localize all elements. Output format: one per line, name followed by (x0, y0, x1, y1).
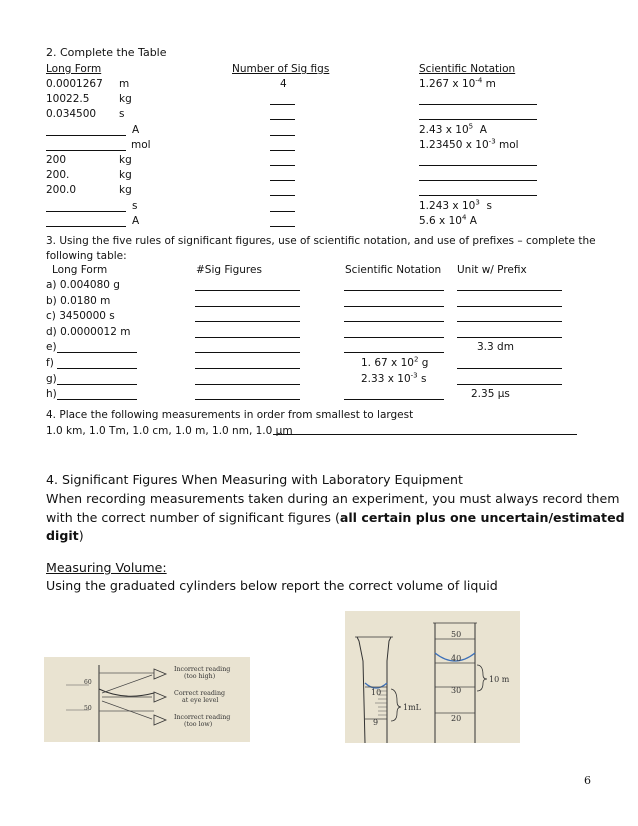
s3-row-6-sci-exponent: -3 (410, 371, 418, 380)
s3-row-0-unit-blank[interactable] (457, 290, 562, 291)
brace-10ml-icon (477, 665, 487, 691)
s2-row-8-sci (419, 200, 492, 212)
s2-row-4-sci (419, 139, 519, 151)
incorrect-high-label-2: (too high) (184, 673, 216, 680)
s2-row-0-sci (419, 78, 496, 90)
c1-label-10: 10 (371, 688, 382, 697)
s2-row-9-sci-base: 5.6 x 10 (419, 214, 462, 227)
s3-row-4-long-blank[interactable] (57, 352, 137, 353)
eye-level-icon (154, 692, 166, 702)
correct-label-1: Correct reading (174, 690, 226, 697)
incorrect-low-label-1: Incorrect reading (174, 714, 231, 721)
s2-row-3-sig-blank[interactable] (270, 135, 295, 136)
s3-row-7-label: h) (46, 388, 57, 401)
s2-row-4-sci-unit: mol (495, 138, 519, 151)
s2-row-8-sci-unit: s (479, 199, 492, 212)
s3-row-2-unit-blank[interactable] (457, 321, 562, 322)
s2-row-7-value: 200.0 (46, 184, 77, 197)
s3-row-5-sig-blank[interactable] (195, 368, 300, 369)
incorrect-high-label-1: Incorrect reading (174, 666, 231, 673)
c1-label-1ml: 1mL (403, 703, 421, 712)
s3-row-5-label: f) (46, 357, 54, 369)
s2-row-9-sci-exponent: 4 (461, 213, 467, 222)
s3-row-6-label: g) (46, 372, 57, 385)
s2-row-4-sig-blank[interactable] (270, 150, 295, 151)
s3-row-3-label: d) 0.0000012 m (46, 325, 131, 338)
s3-row-4-sci-blank[interactable] (344, 352, 444, 353)
s3-row-5-long-blank[interactable] (57, 368, 137, 369)
incorrect-low-label-2: (too low) (184, 721, 213, 728)
s2-row-0-sig: 4 (280, 78, 287, 90)
scale-60-label: 60 (84, 679, 92, 686)
s2-row-6-sci-blank[interactable] (419, 180, 537, 181)
s3-row-6-sci-unit: s (417, 372, 427, 385)
s3-header-unit: Unit w/ Prefix (457, 264, 527, 276)
ordering-list: 1.0 km, 1.0 Tm, 1.0 cm, 1.0 m, 1.0 nm, 1.0 µm (46, 425, 293, 437)
s2-row-2-value: 0.034500 (46, 108, 97, 121)
s2-row-3-sci-exponent: 5 (468, 122, 474, 131)
s3-row-0-sci-blank[interactable] (344, 290, 444, 291)
s2-row-1-value: 10022.5 (46, 93, 90, 106)
measuring-volume-subheading: Measuring Volume: (46, 560, 167, 575)
para3-bold: digit (46, 528, 79, 543)
s2-row-3-unit: A (132, 123, 140, 136)
s3-row-2-sig-blank[interactable] (195, 321, 300, 322)
ordering-instruction: 4. Place the following measurements in order from smallest to largest (46, 409, 414, 421)
header-long-form: Long Form (46, 63, 102, 75)
section2-title: 2. Complete the Table (46, 46, 167, 59)
s2-row-8-sci-exponent: 3 (475, 198, 480, 207)
s3-row-6-sig-blank[interactable] (195, 384, 300, 385)
s2-row-8-sci-base: 1.243 x 10 (419, 199, 476, 212)
c2-label-50: 50 (451, 630, 462, 639)
s2-row-9-sci-unit: A (466, 214, 477, 227)
s3-row-6-long-blank[interactable] (57, 384, 137, 385)
eye-high-icon (154, 669, 166, 679)
header-sig-figs: Number of Sig figs (232, 63, 330, 75)
section3-intro-line2: following table: (46, 250, 127, 262)
s3-row-1-sig-blank[interactable] (195, 306, 300, 307)
correct-label-2: at eye level (182, 697, 219, 704)
s2-row-1-sci-blank[interactable] (419, 104, 537, 105)
c2-label-30: 30 (451, 686, 462, 695)
s2-row-9-sci (419, 215, 477, 227)
s3-row-6-sci-base: 2.33 x 10 (361, 372, 411, 385)
para3-text: ) (78, 528, 84, 543)
para2-text: with the correct number of significant figures ( (46, 510, 340, 525)
s3-row-7-sig-blank[interactable] (195, 399, 300, 400)
s3-row-3-unit-blank[interactable] (457, 337, 562, 338)
section3-intro-line1: 3. Using the five rules of significant figures, use of scientific notation, and use of prefixes – complete the (46, 235, 596, 247)
measuring-volume-instruction: Using the graduated cylinders below report the correct volume of liquid (46, 578, 498, 593)
s2-row-8-unit: s (132, 199, 138, 212)
s2-row-2-sci-blank[interactable] (419, 119, 537, 120)
section4-heading: 4. Significant Figures When Measuring with Laboratory Equipment (46, 472, 463, 487)
s3-row-7-unit: 2.35 µs (471, 388, 510, 401)
s2-row-7-unit: kg (119, 184, 132, 197)
para2-bold: all certain plus one uncertain/estimated (339, 510, 625, 525)
s3-row-2-sci-blank[interactable] (344, 321, 444, 322)
s2-row-4-value-blank[interactable] (46, 150, 126, 151)
c1-label-9: 9 (373, 718, 379, 727)
meniscus-reading-figure (44, 657, 250, 742)
s3-row-4-sig-blank[interactable] (195, 352, 300, 353)
c2-label-10ml: 10 m (489, 675, 510, 684)
scale-50-label: 50 (84, 705, 92, 712)
c2-label-20: 20 (451, 714, 462, 723)
s2-row-4-sci-exponent: -3 (488, 137, 496, 146)
s2-row-6-value: 200. (46, 169, 70, 182)
s2-row-8-sig-blank[interactable] (270, 211, 295, 212)
meniscus-diagram-svg (44, 657, 250, 742)
s2-row-3-sci (419, 124, 487, 136)
s2-row-0-sci-exponent: -4 (475, 76, 483, 85)
page-number: 6 (584, 774, 591, 787)
s3-row-3-sig-blank[interactable] (195, 337, 300, 338)
s3-row-1-unit-blank[interactable] (457, 306, 562, 307)
s2-row-5-sci-blank[interactable] (419, 165, 537, 166)
s2-row-1-sig-blank[interactable] (270, 104, 295, 105)
brace-1ml-icon (391, 689, 401, 721)
s2-row-0-sci-base: 1.267 x 10 (419, 78, 476, 90)
s2-row-2-sig-blank[interactable] (270, 119, 295, 120)
s2-row-5-value: 200 (46, 154, 67, 166)
s2-row-6-unit: kg (119, 169, 132, 182)
s3-header-sci: Scientific Notation (345, 264, 442, 276)
s2-row-5-sig-blank[interactable] (270, 165, 295, 166)
s3-row-5-sci-exponent: 2 (413, 355, 419, 364)
s2-row-1-unit: kg (119, 93, 132, 106)
s3-row-5-sci-unit: g (418, 357, 429, 369)
section4-para2 (46, 510, 625, 525)
s2-row-8-value-blank[interactable] (46, 211, 126, 212)
s2-row-9-unit: A (132, 214, 140, 227)
s2-row-4-unit: mol (131, 138, 151, 151)
s3-row-6-unit-blank[interactable] (457, 384, 562, 385)
s3-header-long-form: Long Form (52, 264, 108, 276)
s2-row-7-sig-blank[interactable] (270, 195, 295, 196)
s3-row-5-sci-base: 1. 67 x 10 (361, 357, 414, 369)
s2-row-0-sci-unit: m (482, 78, 496, 90)
s2-row-0-unit: m (119, 78, 130, 90)
s3-row-1-label: b) 0.0180 m (46, 294, 111, 307)
s2-row-7-sci-blank[interactable] (419, 195, 537, 196)
s3-row-0-sig-blank[interactable] (195, 290, 300, 291)
s2-row-4-sci-base: 1.23450 x 10 (419, 138, 489, 151)
header-sci-notation: Scientific Notation (419, 63, 516, 75)
s2-row-5-unit: kg (119, 154, 132, 166)
s3-row-7-long-blank[interactable] (57, 399, 137, 400)
s2-row-2-unit: s (119, 108, 125, 121)
eye-low-icon (154, 715, 166, 725)
c2-label-40: 40 (451, 654, 462, 663)
section4-para1: When recording measurements taken during an experiment, you must always record them (46, 491, 620, 506)
ordering-answer-blank[interactable] (273, 434, 577, 435)
s3-row-2-label: c) 3450000 s (46, 310, 115, 323)
s2-row-9-sig-blank[interactable] (270, 226, 295, 227)
s3-row-6-sci (361, 373, 426, 385)
s2-row-0-value: 0.0001267 (46, 78, 103, 90)
s2-row-9-value-blank[interactable] (46, 226, 126, 227)
s3-row-7-sci-blank[interactable] (344, 399, 444, 400)
section4-para3 (46, 528, 84, 543)
s3-row-4-unit: 3.3 dm (477, 341, 514, 354)
s2-row-3-value-blank[interactable] (46, 135, 126, 136)
s2-row-3-sci-unit: A (473, 123, 487, 136)
s3-row-4-label: e) (46, 341, 57, 354)
s3-row-0-label: a) 0.004080 g (46, 279, 120, 291)
s3-row-5-unit-blank[interactable] (457, 368, 562, 369)
s3-row-1-sci-blank[interactable] (344, 306, 444, 307)
s3-header-sig: #Sig Figures (196, 264, 262, 276)
graduated-cylinders-figure (345, 611, 520, 743)
cylinders-svg (345, 611, 520, 743)
s3-row-3-sci-blank[interactable] (344, 337, 444, 338)
s2-row-6-sig-blank[interactable] (270, 180, 295, 181)
s2-row-3-sci-base: 2.43 x 10 (419, 123, 469, 136)
s3-row-5-sci (361, 357, 428, 369)
